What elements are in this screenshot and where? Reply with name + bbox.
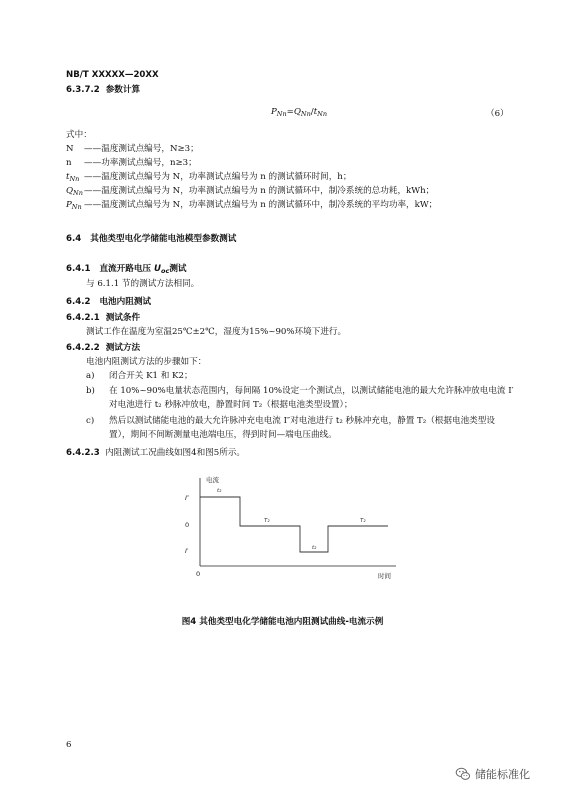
segment-label-t2-top: t₂ [217,488,222,494]
def-text: ——温度测试点编号，N≥3； [84,144,199,154]
def-symbol-sub: Nn [69,175,80,183]
section-title: 直流开路电压 [99,264,155,274]
def-text: ——温度测试点编号为 N，功率测试点编号为 n 的测试循环时间，h； [84,172,352,182]
watermark [455,766,530,782]
formula-6 [271,107,327,118]
step-text: 然后以测试储能电池的最大允许脉冲充电电流 I″对电池进行 t₂ 秒脉冲充电，静置 T₂（根据电池类型设置），期间不间断测量电池端电压，得到时间—端电压曲线。 [109,416,495,440]
def-symbol: Q [66,186,74,196]
paragraph-6-4-2-2: 电池内阻测试方法的步骤如下： [86,357,207,367]
step-tag: b) [86,386,95,396]
section-number: 6.4.2.2 [66,343,100,353]
section-6-4-heading [66,232,236,244]
step-item [86,414,516,442]
def-item [66,198,437,211]
y-tick-zero: 0 [185,521,190,529]
y-tick-top: I″ [185,494,190,502]
section-title: 其他类型电化学储能电池模型参数测试 [90,234,237,244]
formula-slash: / [310,107,314,117]
section-title: 内阻测试工况曲线如图4和图5所示。 [105,448,246,458]
section-symbol: U [154,264,161,274]
formula-q: Q [293,107,301,117]
def-symbol: N [66,144,74,154]
paragraph-6-4-2-1: 测试工作在温度为室温25℃±2℃，湿度为15%~90%环境下进行。 [86,327,347,337]
section-title-end: 测试 [169,264,187,274]
section-6-4-2-3-line [66,446,245,458]
step-tag: c) [86,416,95,426]
section-6-4-2-2-heading [66,341,140,353]
where-label: 式中： [66,130,92,140]
step-text: 闭合开关 K1 和 K2； [109,371,193,381]
section-6-4-1-heading [66,262,187,275]
step-item [86,384,516,412]
section-title: 测试条件 [105,313,141,323]
figure-caption: 图4 其他类型电化学储能电池内阻测试曲线-电流示例 [181,617,384,627]
x-axis-label: 时间 [378,572,391,580]
step-text: 在 10%~90%电量状态范围内，每间隔 10%设定一个测试点，以测试储能电池的最大允许脉冲放电电流 I′对电池进行 t₂ 秒脉冲放电，静置时间 T₂（根据电池类型设置）； [109,386,514,410]
formula-t: t [313,107,318,117]
def-symbol: P [66,200,72,210]
def-item [66,142,199,154]
y-axis-label: 电流 [206,476,219,484]
standard-code: NB/T XXXXX—20XX [66,70,159,80]
section-number: 6.4.2.3 [66,448,100,458]
formula-t-sub: Nn [317,110,328,118]
def-text: ——功率测试点编号，n≥3； [84,158,197,168]
section-number: 6.3.7.2 [66,85,100,95]
current-waveform [200,497,388,552]
y-tick-bottom: I′ [185,547,189,555]
def-symbol: t [66,172,70,182]
section-6-4-2-1-heading [66,311,140,323]
step-tag: a) [86,371,95,381]
page-number: 6 [66,740,72,750]
section-title: 电池内阻测试 [99,297,152,307]
section-number: 6.4.1 [66,264,91,274]
def-item [66,184,434,197]
x-origin-label: 0 [196,570,201,578]
def-item [66,170,351,183]
formula-number: （6） [486,109,509,119]
formula-p: P [271,107,277,117]
def-symbol: n [66,158,72,168]
def-item [66,156,197,168]
segment-label-T2-a: T₂ [264,518,270,524]
section-number: 6.4.2.1 [66,313,100,323]
def-text: ——温度测试点编号为 N，功率测试点编号为 n 的测试循环中，制冷系统的总功耗，kWh； [84,186,435,196]
watermark-text: 储能标准化 [475,768,530,781]
def-symbol-sub: Nn [71,203,82,211]
def-symbol-sub: Nn [73,189,83,197]
section-6-4-2-heading [66,295,151,307]
section-6-3-7-2-heading [66,83,140,95]
section-number: 6.4 [66,234,82,244]
formula-p-sub: Nn [276,110,287,118]
segment-label-T2-b: T₂ [360,518,366,524]
figure-4-chart [178,470,408,590]
step-item [86,369,516,383]
def-text: ——温度测试点编号为 N，功率测试点编号为 n 的测试循环中，制冷系统的平均功率，kW； [84,200,438,210]
formula-eq: = [286,107,294,117]
section-number: 6.4.2 [66,297,91,307]
section-title: 参数计算 [105,85,141,95]
section-title: 测试方法 [105,343,141,353]
section-symbol-sub: oc [161,267,170,275]
wechat-icon [455,766,471,782]
paragraph-6-4-1: 与 6.1.1 节的测试方法相同。 [86,279,200,289]
formula-q-sub: Nn [300,110,311,118]
segment-label-t2-bottom: t₂ [312,545,317,551]
